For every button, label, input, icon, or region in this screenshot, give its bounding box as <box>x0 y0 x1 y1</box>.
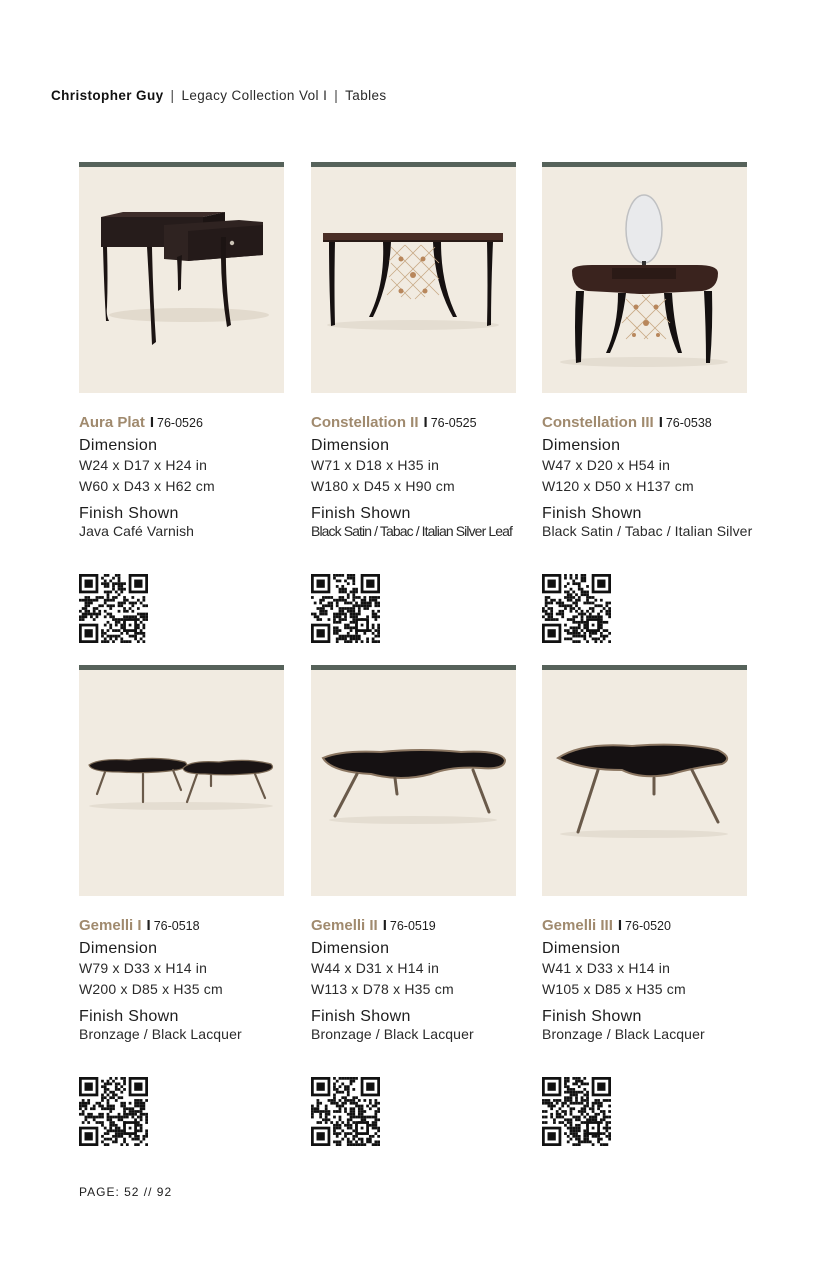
product-title <box>311 917 551 939</box>
product-name: Aura Plat <box>79 414 145 431</box>
product-info <box>311 414 551 539</box>
dimension-inches: W79 x D33 x H14 in <box>79 960 208 976</box>
product-title <box>542 917 782 939</box>
dimension-cm: W180 x D45 x H90 cm <box>311 478 455 494</box>
dimension-inches: W71 x D18 x H35 in <box>311 457 440 473</box>
vanity-with-mirror-image <box>542 167 747 393</box>
page-number: PAGE: 52 // 92 <box>79 1185 173 1199</box>
finish-value: Java Café Varnish <box>79 523 195 539</box>
dimension-inches: W47 x D20 x H54 in <box>542 457 671 473</box>
product-title <box>542 414 782 436</box>
dimension-cm: W200 x D85 x H35 cm <box>79 981 223 997</box>
product-info <box>542 917 782 1042</box>
finish-label: Finish Shown <box>542 505 642 522</box>
dimension-cm: W120 x D50 x H137 cm <box>542 478 694 494</box>
dimension-cm: W105 x D85 x H35 cm <box>542 981 686 997</box>
product-info <box>79 414 319 539</box>
console-table-image <box>311 167 516 393</box>
collection-name: Legacy Collection Vol I <box>181 88 328 103</box>
product-code: 76-0526 <box>157 416 203 430</box>
dimension-cm: W60 x D43 x H62 cm <box>79 478 215 494</box>
dimension-label: Dimension <box>79 437 158 454</box>
product-code: 76-0519 <box>389 919 436 933</box>
section-name: Tables <box>345 88 387 103</box>
product-title <box>79 917 319 939</box>
finish-value: Bronzage / Black Lacquer <box>311 1026 474 1042</box>
product-name: Constellation III <box>542 414 654 431</box>
dimension-inches: W24 x D17 x H24 in <box>79 457 208 473</box>
finish-value: Bronzage / Black Lacquer <box>79 1026 242 1042</box>
organic-coffee-table-tall-image <box>542 670 747 896</box>
title-pipe: I <box>658 414 663 431</box>
product-name: Gemelli II <box>311 917 378 934</box>
qr-code-icon[interactable] <box>311 1077 380 1146</box>
qr-code-icon[interactable] <box>79 1077 148 1146</box>
dimension-label: Dimension <box>542 437 621 454</box>
dimension-label: Dimension <box>311 437 390 454</box>
qr-code-icon[interactable] <box>79 574 148 643</box>
finish-value: Bronzage / Black Lacquer <box>542 1026 705 1042</box>
product-name: Gemelli III <box>542 917 613 934</box>
finish-label: Finish Shown <box>79 1008 179 1025</box>
finish-label: Finish Shown <box>311 505 411 522</box>
twin-coffee-tables-image <box>79 670 284 896</box>
title-pipe: I <box>382 917 387 934</box>
product-name: Gemelli I <box>79 917 142 934</box>
header-separator: | <box>170 88 175 103</box>
dimension-label: Dimension <box>542 940 621 957</box>
qr-code-icon[interactable] <box>311 574 380 643</box>
header-separator: | <box>334 88 339 103</box>
qr-code-icon[interactable] <box>542 574 611 643</box>
product-title <box>79 414 319 436</box>
finish-value: Black Satin / Tabac / Italian Silver <box>542 523 753 539</box>
brand-name: Christopher Guy <box>51 88 164 103</box>
finish-label: Finish Shown <box>79 505 179 522</box>
title-pipe: I <box>423 414 428 431</box>
finish-label: Finish Shown <box>542 1008 642 1025</box>
dimension-cm: W113 x D78 x H35 cm <box>311 981 454 997</box>
product-info <box>79 917 319 1042</box>
product-code: 76-0518 <box>153 919 200 933</box>
dimension-inches: W41 x D33 x H14 in <box>542 960 671 976</box>
qr-code-icon[interactable] <box>542 1077 611 1146</box>
finish-value: Black Satin / Tabac / Italian Silver Leaf <box>311 523 512 539</box>
title-pipe: I <box>149 414 155 431</box>
product-info <box>311 917 551 1042</box>
dimension-inches: W44 x D31 x H14 in <box>311 960 440 976</box>
title-pipe: I <box>617 917 623 934</box>
page-header <box>51 88 387 103</box>
organic-coffee-table-image <box>311 670 516 896</box>
product-code: 76-0538 <box>665 416 712 430</box>
product-title <box>311 414 551 436</box>
finish-label: Finish Shown <box>311 1008 411 1025</box>
product-info <box>542 414 782 539</box>
product-code: 76-0525 <box>430 416 477 430</box>
product-code: 76-0520 <box>625 919 671 933</box>
dimension-label: Dimension <box>79 940 158 957</box>
product-name: Constellation II <box>311 414 419 431</box>
title-pipe: I <box>146 917 151 934</box>
dimension-label: Dimension <box>311 940 390 957</box>
side-table-with-drawer-image <box>79 167 284 393</box>
